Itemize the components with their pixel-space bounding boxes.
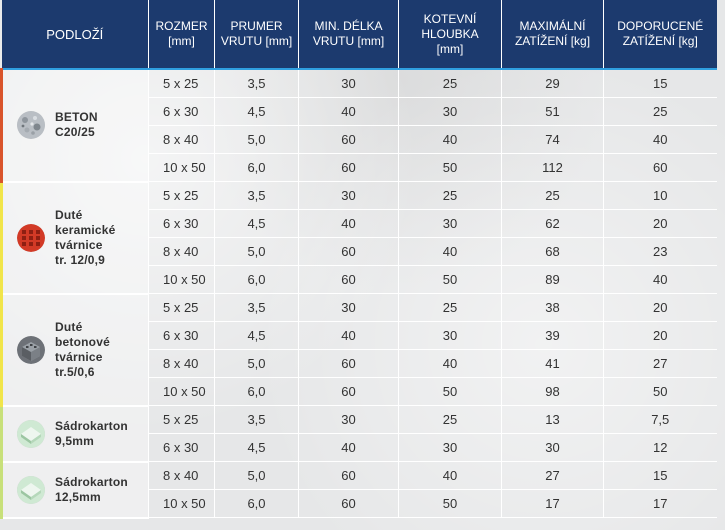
material-label (55, 208, 116, 268)
cell-max-zatizeni: 30 (502, 434, 604, 462)
cell-max-zatizeni: 51 (502, 98, 604, 126)
cell-min-delka: 60 (299, 378, 399, 406)
cell-dop-zatizeni: 25 (604, 98, 717, 126)
cell-min-delka: 60 (299, 350, 399, 378)
material-label (55, 475, 128, 505)
cell-kotevni-hloubka: 25 (399, 294, 502, 322)
cell-kotevni-hloubka: 50 (399, 378, 502, 406)
ceramic-brick-icon (17, 224, 45, 252)
cell-min-delka: 30 (299, 69, 399, 98)
cell-min-delka: 40 (299, 210, 399, 238)
cell-max-zatizeni: 98 (502, 378, 604, 406)
cell-prumer: 4,5 (215, 210, 299, 238)
cell-max-zatizeni: 29 (502, 69, 604, 98)
cell-max-zatizeni: 13 (502, 406, 604, 434)
cell-dop-zatizeni: 10 (604, 182, 717, 210)
header-kotevni-hloubka: KOTEVNÍ HLOUBKA [mm] (399, 0, 502, 69)
cell-rozmer: 8 x 40 (149, 350, 215, 378)
material-label-line: 9,5mm (55, 433, 95, 448)
cell-rozmer: 10 x 50 (149, 378, 215, 406)
material-cell (2, 69, 149, 182)
cell-rozmer: 5 x 25 (149, 182, 215, 210)
cell-prumer: 4,5 (215, 98, 299, 126)
cell-min-delka: 60 (299, 126, 399, 154)
cell-min-delka: 60 (299, 238, 399, 266)
cell-max-zatizeni: 38 (502, 294, 604, 322)
cell-dop-zatizeni: 40 (604, 266, 717, 294)
cell-max-zatizeni: 25 (502, 182, 604, 210)
cell-rozmer: 10 x 50 (149, 266, 215, 294)
header-max-zatizeni: MAXIMÁLNÍ ZATÍŽENÍ [kg] (502, 0, 604, 69)
cell-rozmer: 6 x 30 (149, 434, 215, 462)
cell-kotevni-hloubka: 30 (399, 98, 502, 126)
cell-max-zatizeni: 112 (502, 154, 604, 182)
material-label-line: keramické (55, 222, 116, 237)
cell-kotevni-hloubka: 50 (399, 490, 502, 518)
concrete-icon (17, 111, 45, 139)
cell-dop-zatizeni: 7,5 (604, 406, 717, 434)
cell-rozmer: 5 x 25 (149, 69, 215, 98)
cell-rozmer: 6 x 30 (149, 210, 215, 238)
material-label-line: tvárnice (55, 349, 103, 364)
cell-rozmer: 10 x 50 (149, 490, 215, 518)
plasterboard-icon (17, 476, 45, 504)
material-label-line: Sádrokarton (55, 474, 128, 489)
header-dop-zatizeni: DOPORUCENÉ ZATÍŽENÍ [kg] (604, 0, 717, 69)
cell-kotevni-hloubka: 25 (399, 406, 502, 434)
cell-rozmer: 5 x 25 (149, 406, 215, 434)
cell-dop-zatizeni: 23 (604, 238, 717, 266)
header-podlozi: PODLOŽÍ (2, 0, 149, 69)
header-min-delka: MIN. DÉLKA VRUTU [mm] (299, 0, 399, 69)
cell-dop-zatizeni: 15 (604, 462, 717, 490)
cell-max-zatizeni: 68 (502, 238, 604, 266)
cell-min-delka: 60 (299, 266, 399, 294)
cell-rozmer: 6 x 30 (149, 98, 215, 126)
cell-prumer: 5,0 (215, 350, 299, 378)
cell-min-delka: 30 (299, 406, 399, 434)
cell-kotevni-hloubka: 30 (399, 434, 502, 462)
material-label (55, 110, 98, 140)
cell-kotevni-hloubka: 30 (399, 322, 502, 350)
cell-prumer: 4,5 (215, 322, 299, 350)
material-label-line: Sádrokarton (55, 418, 128, 433)
cell-prumer: 3,5 (215, 294, 299, 322)
cell-kotevni-hloubka: 40 (399, 350, 502, 378)
table-row (2, 462, 717, 490)
cell-min-delka: 60 (299, 462, 399, 490)
cell-dop-zatizeni: 17 (604, 490, 717, 518)
cell-dop-zatizeni: 20 (604, 322, 717, 350)
cell-kotevni-hloubka: 30 (399, 210, 502, 238)
cell-prumer: 3,5 (215, 182, 299, 210)
material-cell (2, 182, 149, 294)
cell-min-delka: 30 (299, 182, 399, 210)
cell-kotevni-hloubka: 50 (399, 154, 502, 182)
cell-min-delka: 40 (299, 322, 399, 350)
material-label-line: tr.5/0,6 (55, 364, 95, 379)
cell-max-zatizeni: 27 (502, 462, 604, 490)
cell-max-zatizeni: 89 (502, 266, 604, 294)
material-label-line: C20/25 (55, 125, 95, 140)
table-row (2, 182, 717, 210)
cell-prumer: 5,0 (215, 238, 299, 266)
cell-prumer: 6,0 (215, 154, 299, 182)
cell-dop-zatizeni: 20 (604, 210, 717, 238)
cell-kotevni-hloubka: 25 (399, 69, 502, 98)
material-cell (2, 462, 149, 518)
table-row (2, 406, 717, 434)
cell-dop-zatizeni: 50 (604, 378, 717, 406)
material-label-line: tr. 12/0,9 (55, 252, 106, 267)
cell-prumer: 6,0 (215, 266, 299, 294)
cell-kotevni-hloubka: 50 (399, 266, 502, 294)
material-cell (2, 294, 149, 406)
cell-kotevni-hloubka: 40 (399, 238, 502, 266)
cell-min-delka: 30 (299, 294, 399, 322)
cell-prumer: 3,5 (215, 406, 299, 434)
cell-dop-zatizeni: 12 (604, 434, 717, 462)
cell-prumer: 4,5 (215, 434, 299, 462)
material-label-line: Duté (55, 207, 83, 222)
cell-dop-zatizeni: 40 (604, 126, 717, 154)
cell-dop-zatizeni: 60 (604, 154, 717, 182)
cell-prumer: 3,5 (215, 69, 299, 98)
cell-prumer: 6,0 (215, 490, 299, 518)
cell-rozmer: 8 x 40 (149, 462, 215, 490)
cell-rozmer: 10 x 50 (149, 154, 215, 182)
cell-rozmer: 8 x 40 (149, 126, 215, 154)
cell-kotevni-hloubka: 40 (399, 462, 502, 490)
cell-rozmer: 5 x 25 (149, 294, 215, 322)
cell-rozmer: 8 x 40 (149, 238, 215, 266)
material-label-line: Duté (55, 319, 83, 334)
cell-min-delka: 40 (299, 434, 399, 462)
cell-prumer: 5,0 (215, 462, 299, 490)
cell-kotevni-hloubka: 40 (399, 126, 502, 154)
cell-min-delka: 60 (299, 154, 399, 182)
table-row (2, 294, 717, 322)
cell-max-zatizeni: 41 (502, 350, 604, 378)
table-body (2, 69, 717, 518)
cell-max-zatizeni: 17 (502, 490, 604, 518)
concrete-block-icon (17, 336, 45, 364)
cell-max-zatizeni: 74 (502, 126, 604, 154)
header-rozmer: ROZMER [mm] (149, 0, 215, 69)
cell-max-zatizeni: 62 (502, 210, 604, 238)
material-label (55, 320, 110, 380)
header-prumer: PRUMER VRUTU [mm] (215, 0, 299, 69)
header-row (2, 0, 717, 69)
material-label (55, 419, 128, 449)
cell-dop-zatizeni: 27 (604, 350, 717, 378)
cell-prumer: 5,0 (215, 126, 299, 154)
cell-min-delka: 40 (299, 98, 399, 126)
cell-kotevni-hloubka: 25 (399, 182, 502, 210)
material-cell (2, 406, 149, 462)
cell-dop-zatizeni: 20 (604, 294, 717, 322)
material-label-line: tvárnice (55, 237, 103, 252)
material-label-line: BETON (55, 110, 98, 125)
cell-rozmer: 6 x 30 (149, 322, 215, 350)
table-row (2, 69, 717, 98)
cell-prumer: 6,0 (215, 378, 299, 406)
cell-max-zatizeni: 39 (502, 322, 604, 350)
material-label-line: 12,5mm (55, 489, 101, 504)
cell-min-delka: 60 (299, 490, 399, 518)
cell-dop-zatizeni: 15 (604, 69, 717, 98)
plasterboard-icon (17, 420, 45, 448)
material-label-line: betonové (55, 334, 110, 349)
